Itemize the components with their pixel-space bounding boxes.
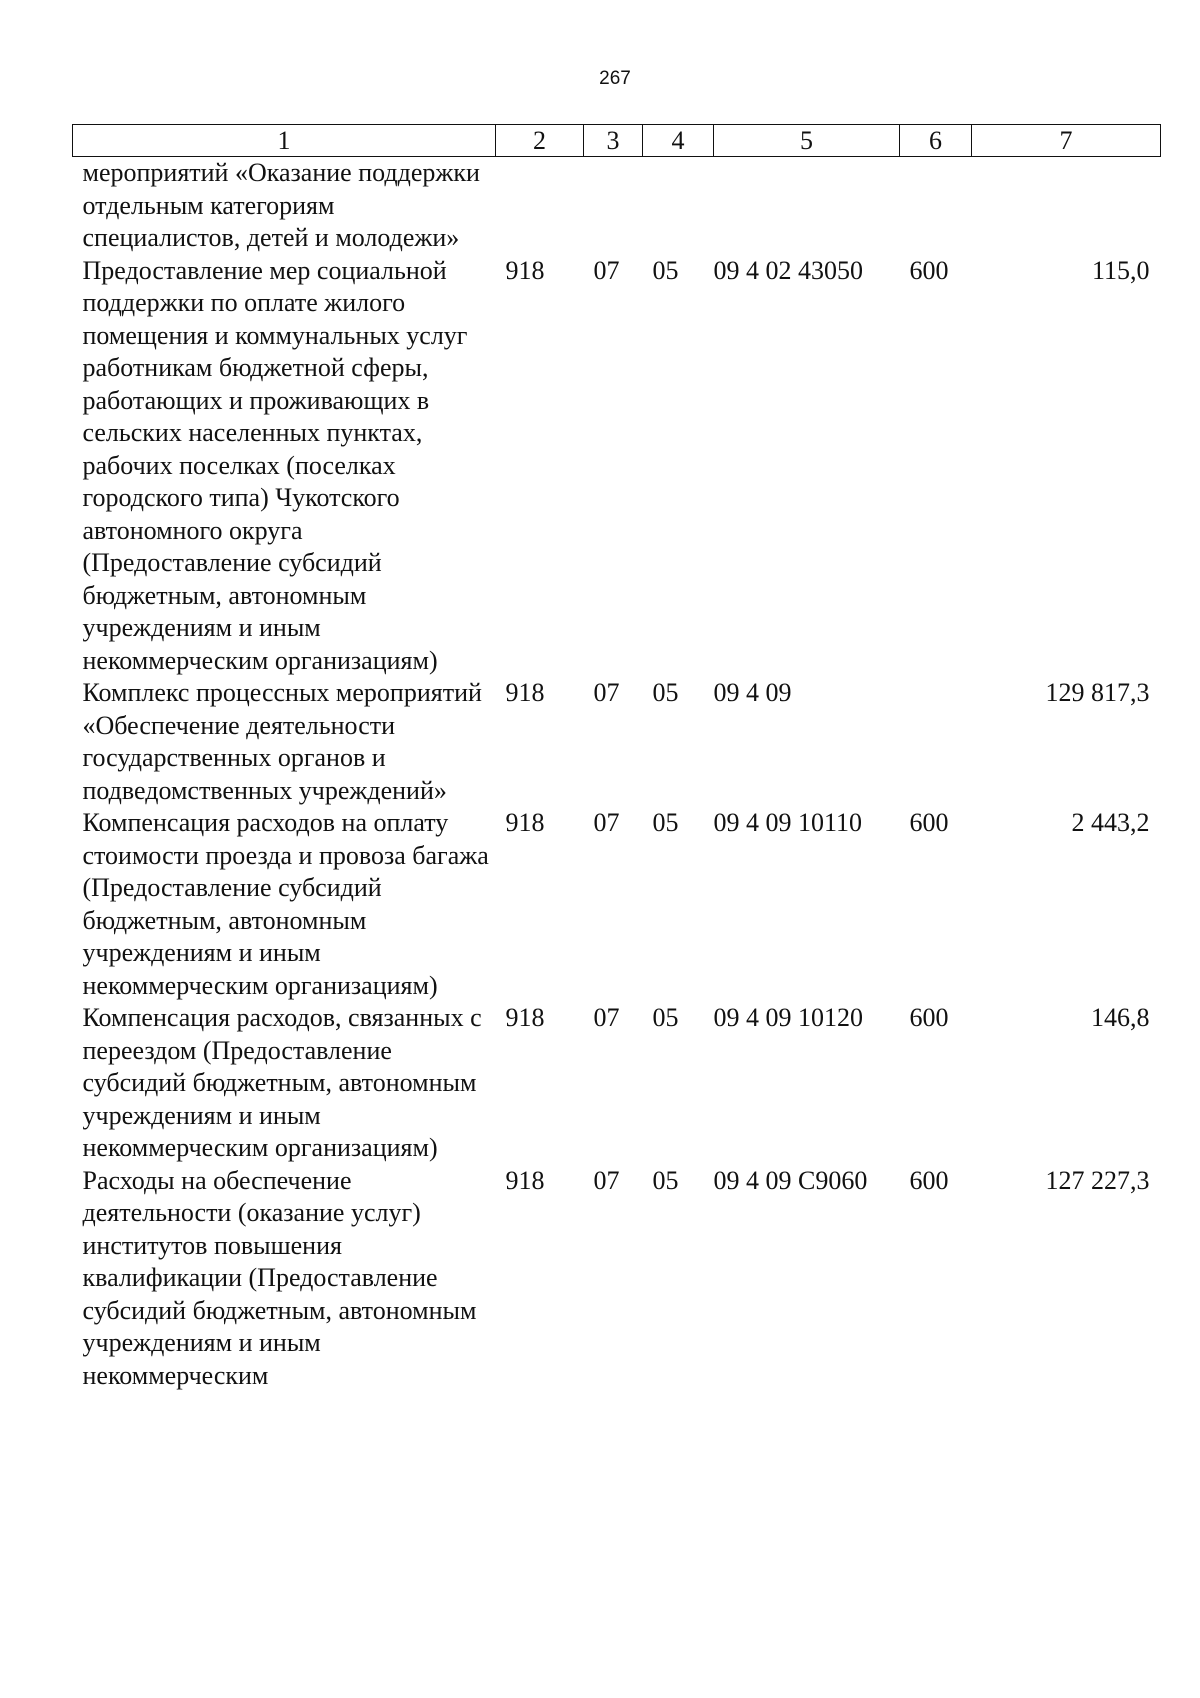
header-col-2: 2 [496, 125, 584, 157]
row-ministry: 918 [505, 1003, 545, 1032]
row-section: 07 [593, 808, 620, 837]
row-ministry: 918 [505, 255, 545, 285]
row-subsection: 05 [652, 255, 679, 285]
row-amount: 129 817,3 [1045, 678, 1150, 707]
row-subsection: 05 [652, 1003, 679, 1032]
row-description: Комплекс процессных мероприятий «Обеспечение деятельности государственных органов и подведомственных учреждений» [82, 678, 482, 805]
table-body [73, 157, 1161, 1393]
row-description: Компенсация расходов, связанных с переездом (Предоставление субсидий бюджетным, автономным учреждениям и иным некоммерческим организациям) [82, 1003, 482, 1162]
header-col-3: 3 [584, 125, 643, 157]
row-target-code: 09 4 09 10110 [713, 808, 863, 837]
row-section: 07 [593, 678, 620, 707]
row-target-code: 09 4 09 С9060 [713, 1165, 868, 1195]
row-subsection: 05 [652, 808, 679, 837]
header-col-6: 6 [900, 125, 972, 157]
row-section: 07 [593, 255, 620, 285]
row-description: Предоставление мер социальной поддержки по оплате жилого помещения и коммунальных услуг работникам бюджетной сферы, работающих и проживающих в сельских населенных пунктах, рабочих поселках (поселках городского типа) Чукотского автономного округа (Предоставление субсидий бюджетным, автономным учреждениям и иным некоммерческим организациям) [82, 255, 468, 675]
row-target-code: 09 4 09 [713, 678, 792, 707]
row-subsection [643, 157, 714, 255]
header-col-7: 7 [972, 125, 1161, 157]
row-section: 07 [593, 1003, 620, 1032]
row-subsection: 05 [652, 678, 679, 707]
header-col-1: 1 [73, 125, 496, 157]
header-col-4: 4 [643, 125, 714, 157]
row-target-code: 09 4 02 43050 [713, 255, 863, 285]
table-row [73, 677, 1161, 807]
row-ministry: 918 [505, 678, 545, 707]
row-ministry: 918 [505, 808, 545, 837]
row-description: мероприятий «Оказание поддержки отдельным категориям специалистов, детей и молодежи» [82, 158, 480, 252]
table-header [73, 125, 1161, 157]
row-amount: 127 227,3 [1045, 1165, 1150, 1195]
row-expense-type [900, 157, 972, 255]
table-row [73, 255, 1161, 678]
row-amount [972, 157, 1161, 255]
row-target-code: 09 4 09 10120 [713, 1003, 863, 1032]
row-description: Расходы на обеспечение деятельности (оказание услуг) институтов повышения квалификации (Предоставление субсидий бюджетным, автономным учреждениям и иным некоммерческим [82, 1165, 477, 1390]
row-amount: 115,0 [1091, 255, 1150, 285]
budget-table [72, 124, 1161, 1392]
row-target-code [714, 157, 900, 255]
row-section: 07 [593, 1165, 620, 1195]
table-row [73, 1002, 1161, 1165]
row-description: Компенсация расходов на оплату стоимости проезда и провоза багажа (Предоставление субсидий бюджетным, автономным учреждениям и иным некоммерческим организациям) [82, 808, 489, 1000]
row-ministry [496, 157, 584, 255]
row-expense-type [900, 677, 972, 807]
row-expense-type: 600 [909, 1003, 949, 1032]
row-amount: 2 443,2 [1071, 808, 1150, 837]
header-col-5: 5 [714, 125, 900, 157]
row-amount: 146,8 [1091, 1003, 1150, 1032]
row-expense-type: 600 [909, 255, 949, 285]
page-number: 267 [599, 68, 631, 89]
row-expense-type: 600 [909, 808, 949, 837]
table-row [73, 1165, 1161, 1393]
header-row [73, 125, 1161, 157]
table-row [73, 157, 1161, 255]
row-expense-type: 600 [909, 1165, 949, 1195]
row-section [584, 157, 643, 255]
row-subsection: 05 [652, 1165, 679, 1195]
table-row [73, 807, 1161, 1002]
row-ministry: 918 [505, 1165, 545, 1195]
